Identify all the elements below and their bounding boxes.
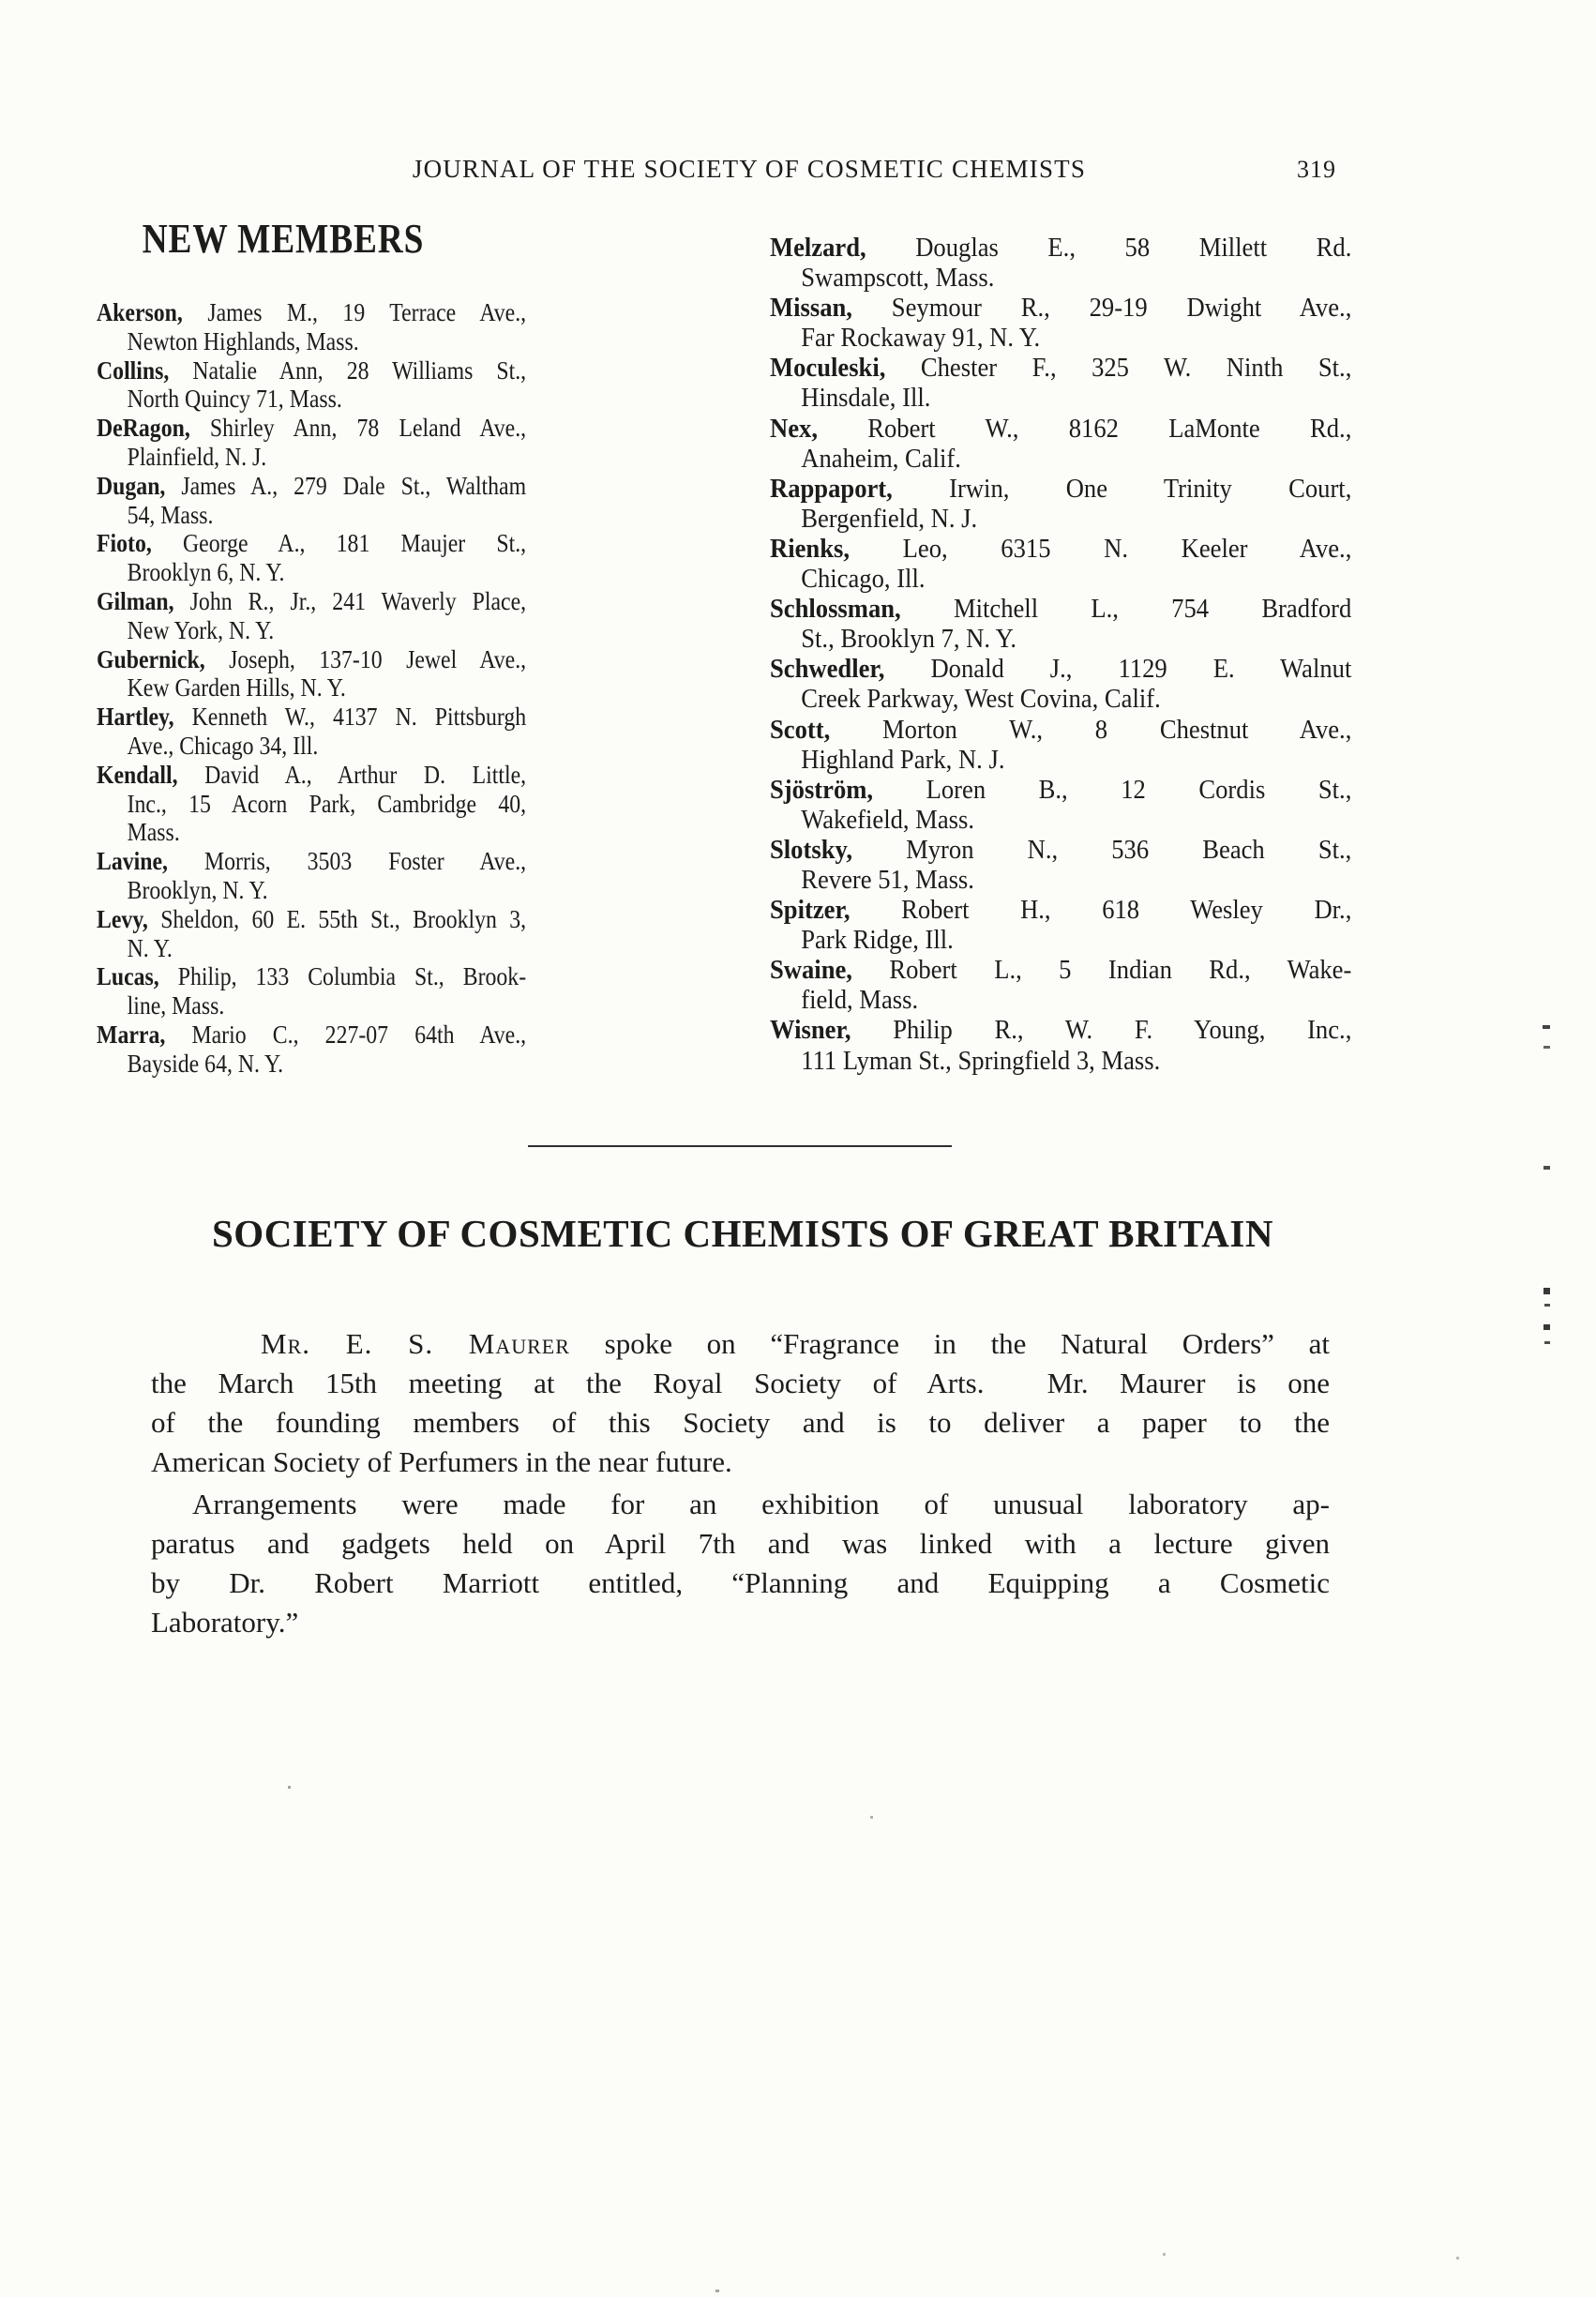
member-name: Moculeski, bbox=[770, 354, 886, 384]
great-britain-section-heading: SOCIETY OF COSMETIC CHEMISTS OF GREAT BRITAIN bbox=[212, 1212, 1273, 1255]
scan-speck bbox=[1544, 1304, 1550, 1307]
member-entry-continuation-line: Far Rockaway 91, N. Y. bbox=[801, 324, 1041, 354]
member-name: Spitzer, bbox=[770, 896, 851, 926]
member-entry-continuation-line: Ave., Chicago 34, Ill. bbox=[127, 731, 319, 760]
member-name: Schwedler, bbox=[770, 655, 885, 685]
new-members-left-column bbox=[97, 298, 526, 1079]
member-entry-first-line: Schlossman, Mitchell L., 754 Bradford bbox=[770, 595, 1352, 625]
member-name: Fioto, bbox=[97, 529, 152, 558]
member-name: Akerson, bbox=[97, 298, 183, 326]
paragraph bbox=[151, 1485, 1330, 1642]
member-entry-continuation-line: North Quincy 71, Mass. bbox=[127, 385, 342, 414]
member-entry bbox=[97, 962, 526, 1020]
member-entry-first-line: Akerson, James M., 19 Terrace Ave., bbox=[97, 298, 527, 326]
member-entry-first-line: Lavine, Morris, 3503 Foster Ave., bbox=[97, 847, 527, 876]
member-entry-first-line: Spitzer, Robert H., 618 Wesley Dr., bbox=[770, 896, 1352, 926]
member-entry bbox=[97, 356, 526, 415]
member-entry-first-line: Moculeski, Chester F., 325 W. Ninth St., bbox=[770, 354, 1352, 384]
member-entry-first-line: Hartley, Kenneth W., 4137 N. Pittsburgh bbox=[97, 703, 527, 732]
member-entry-first-line: Dugan, James A., 279 Dale St., Waltham bbox=[97, 471, 527, 500]
member-entry bbox=[770, 776, 1351, 836]
member-name: Gubernick, bbox=[97, 644, 205, 673]
member-entry-first-line: Wisner, Philip R., W. F. Young, Inc., bbox=[770, 1016, 1352, 1046]
member-entry bbox=[97, 472, 526, 530]
member-entry-first-line: Marra, Mario C., 227-07 64th Ave., bbox=[97, 1020, 527, 1049]
member-name: Schlossman, bbox=[770, 595, 901, 625]
member-entry bbox=[770, 896, 1351, 956]
member-entry bbox=[97, 587, 526, 645]
member-entry-continuation-line: Revere 51, Mass. bbox=[801, 865, 974, 895]
new-members-right-column bbox=[770, 234, 1351, 1077]
member-entry-continuation-line: Creek Parkway, West Covina, Calif. bbox=[801, 685, 1161, 715]
new-members-heading: NEW MEMBERS bbox=[142, 216, 425, 262]
member-name: DeRagon, bbox=[97, 414, 190, 443]
member-entry bbox=[770, 354, 1351, 414]
member-name: Nex, bbox=[770, 414, 818, 444]
speaker-name-smallcaps: Mr. E. S. Maurer bbox=[261, 1327, 570, 1360]
paragraph-line: American Society of Perfumers in the near future. bbox=[151, 1445, 732, 1478]
member-name: Missan, bbox=[770, 294, 852, 324]
member-entry-continuation-line: Highland Park, N. J. bbox=[801, 745, 1005, 775]
scan-speck bbox=[288, 1786, 291, 1789]
scan-speck bbox=[715, 2289, 719, 2292]
scan-speck bbox=[1456, 2257, 1459, 2259]
member-entry-first-line: Sjöström, Loren B., 12 Cordis St., bbox=[770, 775, 1352, 805]
member-entry-first-line: Missan, Seymour R., 29-19 Dwight Ave., bbox=[770, 294, 1352, 324]
member-entry bbox=[97, 529, 526, 587]
member-entry bbox=[770, 535, 1351, 595]
member-entry bbox=[97, 761, 526, 847]
member-entry-continuation-line: Brooklyn, N. Y. bbox=[127, 875, 268, 904]
member-entry bbox=[97, 414, 526, 472]
member-entry-continuation-line: Newton Highlands, Mass. bbox=[127, 326, 359, 355]
member-entry-continuation-line: Plainfield, N. J. bbox=[127, 442, 267, 471]
member-entry-first-line: DeRagon, Shirley Ann, 78 Leland Ave., bbox=[97, 414, 527, 443]
paragraph-line: Laboratory.” bbox=[151, 1606, 299, 1639]
scan-speck bbox=[1543, 1288, 1550, 1294]
member-entry-first-line: Kendall, David A., Arthur D. Little, bbox=[97, 760, 527, 789]
member-entry-continuation-line: line, Mass. bbox=[127, 991, 225, 1020]
member-entry-first-line: Swaine, Robert L., 5 Indian Rd., Wake- bbox=[770, 956, 1352, 986]
member-entry-continuation-line: Chicago, Ill. bbox=[801, 565, 926, 595]
paragraph-line: of the founding members of this Society and is to deliver a paper to the bbox=[151, 1406, 1330, 1439]
member-name: Lavine, bbox=[97, 847, 169, 876]
member-entry bbox=[770, 595, 1351, 655]
member-entry-continuation-line: Park Ridge, Ill. bbox=[801, 926, 954, 956]
member-entry-continuation-line: Anaheim, Calif. bbox=[801, 444, 961, 474]
member-entry-continuation-line: Inc., 15 Acorn Park, Cambridge 40, bbox=[127, 789, 527, 818]
member-entry-continuation-line: Swampscott, Mass. bbox=[801, 264, 995, 294]
member-entry bbox=[770, 415, 1351, 475]
member-name: Collins, bbox=[97, 355, 170, 385]
member-entry bbox=[770, 956, 1351, 1016]
member-entry bbox=[770, 655, 1351, 715]
member-entry-continuation-line: St., Brooklyn 7, N. Y. bbox=[801, 625, 1017, 655]
member-entry-continuation-line: Mass. bbox=[127, 818, 180, 847]
member-entry bbox=[97, 298, 526, 356]
running-head-title: JOURNAL OF THE SOCIETY OF COSMETIC CHEMISTS bbox=[412, 155, 1087, 183]
scan-speck bbox=[870, 1816, 873, 1819]
member-entry-continuation-line: Brooklyn 6, N. Y. bbox=[127, 558, 285, 587]
member-entry-first-line: Melzard, Douglas E., 58 Millett Rd. bbox=[770, 234, 1352, 263]
paragraph bbox=[151, 1324, 1330, 1482]
paragraph-line: the March 15th meeting at the Royal Society of Arts. Mr. Maurer is one bbox=[151, 1367, 1330, 1399]
member-entry-first-line: Schwedler, Donald J., 1129 E. Walnut bbox=[770, 655, 1352, 685]
member-entry-first-line: Rienks, Leo, 6315 N. Keeler Ave., bbox=[770, 534, 1352, 564]
member-entry bbox=[770, 234, 1351, 294]
member-entry bbox=[97, 905, 526, 963]
member-entry-first-line: Gubernick, Joseph, 137-10 Jewel Ave., bbox=[97, 644, 527, 673]
member-entry bbox=[770, 836, 1351, 896]
scan-speck bbox=[1543, 1025, 1550, 1029]
scan-speck bbox=[1543, 1324, 1550, 1330]
paragraph-line: Arrangements were made for an exhibition of unusual laboratory ap- bbox=[192, 1488, 1330, 1520]
member-entry bbox=[97, 645, 526, 703]
paragraph-line: Mr. E. S. Maurer spoke on “Fragrance in the Natural Orders” at bbox=[261, 1327, 1331, 1360]
member-name: Rienks, bbox=[770, 534, 850, 564]
great-britain-section-body bbox=[151, 1324, 1330, 1642]
member-entry bbox=[97, 1020, 526, 1079]
page-number: 319 bbox=[1297, 156, 1336, 183]
scan-speck bbox=[1544, 1341, 1550, 1344]
member-entry-first-line: Rappaport, Irwin, One Trinity Court, bbox=[770, 474, 1352, 504]
member-entry bbox=[770, 1016, 1351, 1076]
member-entry-continuation-line: N. Y. bbox=[127, 933, 173, 962]
member-entry bbox=[97, 703, 526, 761]
member-name: Dugan, bbox=[97, 471, 166, 500]
member-entry-continuation-line: Hinsdale, Ill. bbox=[801, 384, 931, 414]
member-name: Kendall, bbox=[97, 760, 178, 789]
paragraph-line: paratus and gadgets held on April 7th and was linked with a lecture given bbox=[151, 1527, 1330, 1560]
member-entry-continuation-line: 54, Mass. bbox=[127, 500, 214, 529]
member-name: Marra, bbox=[97, 1020, 166, 1049]
member-name: Melzard, bbox=[770, 234, 866, 263]
member-entry-continuation-line: Bayside 64, N. Y. bbox=[127, 1049, 284, 1078]
member-entry-continuation-line: Wakefield, Mass. bbox=[801, 805, 974, 835]
member-entry-first-line: Nex, Robert W., 8162 LaMonte Rd., bbox=[770, 414, 1352, 444]
member-entry-continuation-line: 111 Lyman St., Springfield 3, Mass. bbox=[801, 1046, 1161, 1076]
scan-speck bbox=[1163, 2253, 1166, 2256]
member-name: Levy, bbox=[97, 904, 148, 933]
member-entry-first-line: Lucas, Philip, 133 Columbia St., Brook- bbox=[97, 962, 527, 991]
member-entry bbox=[770, 294, 1351, 354]
member-name: Lucas, bbox=[97, 962, 159, 991]
scan-speck bbox=[1543, 1166, 1550, 1170]
member-entry-continuation-line: Bergenfield, N. J. bbox=[801, 504, 978, 534]
member-name: Gilman, bbox=[97, 586, 174, 615]
member-entry-continuation-line: Kew Garden Hills, N. Y. bbox=[127, 673, 346, 703]
paragraph-line: by Dr. Robert Marriott entitled, “Planning and Equipping a Cosmetic bbox=[151, 1566, 1330, 1599]
member-entry bbox=[770, 475, 1351, 535]
member-entry-first-line: Levy, Sheldon, 60 E. 55th St., Brooklyn 3, bbox=[97, 904, 527, 933]
member-entry-first-line: Collins, Natalie Ann, 28 Williams St., bbox=[97, 355, 527, 385]
member-entry-first-line: Slotsky, Myron N., 536 Beach St., bbox=[770, 835, 1352, 865]
member-entry bbox=[97, 847, 526, 905]
member-name: Wisner, bbox=[770, 1016, 851, 1046]
section-divider-rule bbox=[528, 1145, 952, 1147]
member-name: Slotsky, bbox=[770, 835, 852, 865]
member-entry-first-line: Scott, Morton W., 8 Chestnut Ave., bbox=[770, 715, 1352, 745]
member-name: Swaine, bbox=[770, 956, 852, 986]
member-name: Rappaport, bbox=[770, 474, 893, 504]
member-name: Hartley, bbox=[97, 703, 174, 732]
scan-speck bbox=[1543, 1046, 1550, 1049]
member-entry-continuation-line: New York, N. Y. bbox=[127, 615, 275, 644]
member-entry-first-line: Gilman, John R., Jr., 241 Waverly Place, bbox=[97, 586, 527, 615]
member-entry-continuation-line: field, Mass. bbox=[801, 986, 919, 1016]
member-entry bbox=[770, 716, 1351, 776]
member-entry-first-line: Fioto, George A., 181 Maujer St., bbox=[97, 529, 527, 558]
member-name: Sjöström, bbox=[770, 775, 874, 805]
member-name: Scott, bbox=[770, 715, 831, 745]
